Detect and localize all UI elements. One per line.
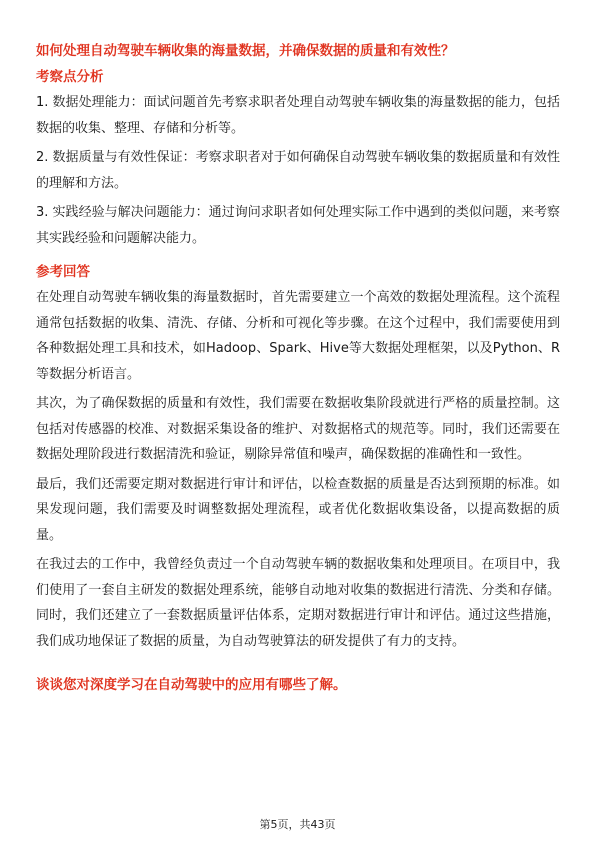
analysis-point: 3. 实践经验与解决问题能力：通过询问求职者如何处理实际工作中遇到的类似问题，来考察其实践经验和问题解决能力。 <box>36 205 560 246</box>
question-heading: 如何处理自动驾驶车辆收集的海量数据，并确保数据的质量和有效性？ <box>36 43 455 59</box>
page-content <box>36 40 560 700</box>
answer-paragraph: 最后，我们还需要定期对数据进行审计和评估，以检查数据的质量是否达到预期的标准。如果发现问题，我们需要及时调整数据处理流程，或者优化数据收集设备，以提高数据的质量。 <box>36 476 560 543</box>
analysis-list <box>36 90 560 251</box>
analysis-point: 2. 数据质量与有效性保证：考察求职者对于如何确保自动驾驶车辆收集的数据质量和有效性的理解和方法。 <box>36 150 560 191</box>
answer-body <box>36 285 560 654</box>
analysis-point: 1. 数据处理能力：面试问题首先考察求职者处理自动驾驶车辆收集的海量数据的能力，包括数据的收集、整理、存储和分析等。 <box>36 95 560 136</box>
next-question-heading: 谈谈您对深度学习在自动驾驶中的应用有哪些了解。 <box>36 677 347 693</box>
answer-title: 参考回答 <box>36 264 90 280</box>
answer-paragraph: 在我过去的工作中，我曾经负责过一个自动驾驶车辆的数据收集和处理项目。在项目中，我们使用了一套自主研发的数据处理系统，能够自动地对收集的数据进行清洗、分类和存储。同时，我们还建立了一套数据质量评估体系，定期对数据进行审计和评估。通过这些措施，我们成功地保证了数据的质量，为自动驾驶算法的研发提供了有力的支持。 <box>36 557 560 649</box>
answer-paragraph: 在处理自动驾驶车辆收集的海量数据时，首先需要建立一个高效的数据处理流程。这个流程通常包括数据的收集、清洗、存储、分析和可视化等步骤。在这个过程中，我们需要使用到各种数据处理工具和技术，如Hadoop、Spark、Hive等大数据处理框架，以及Python、R等数据分析语言。 <box>36 290 560 382</box>
page-number: 第5页，共43页 <box>259 818 336 831</box>
analysis-title: 考察点分析 <box>36 69 104 85</box>
answer-paragraph: 其次，为了确保数据的质量和有效性，我们需要在数据收集阶段就进行严格的质量控制。这包括对传感器的校准、对数据采集设备的维护、对数据格式的规范等。同时，我们还需要在数据处理阶段进行数据清洗和验证，剔除异常值和噪声，确保数据的准确性和一致性。 <box>36 396 560 462</box>
